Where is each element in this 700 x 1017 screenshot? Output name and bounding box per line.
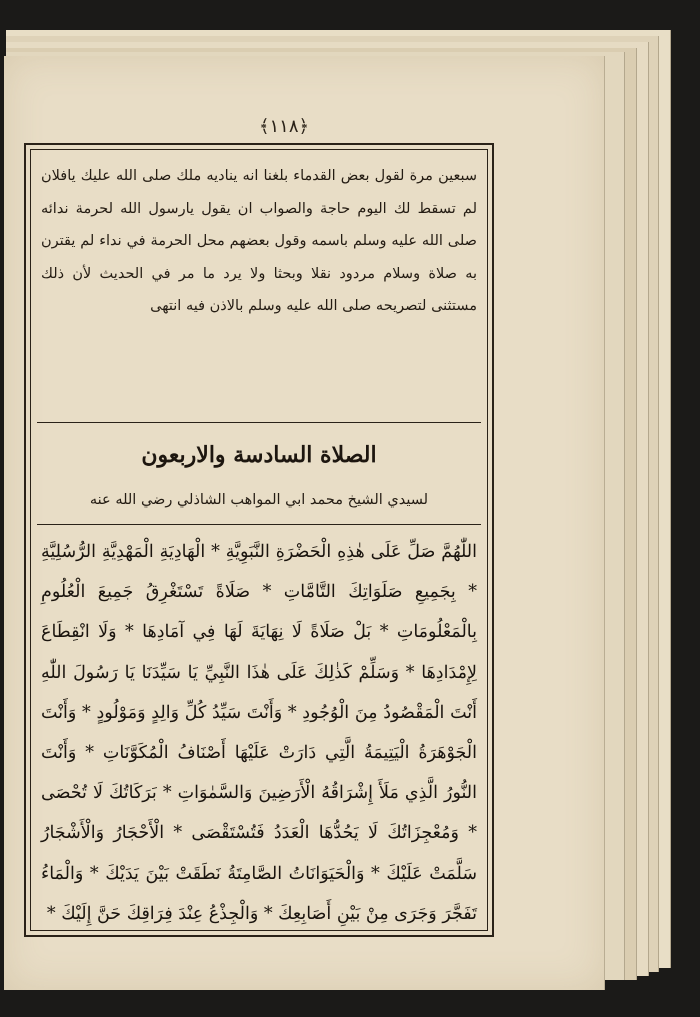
divider-rule	[37, 422, 481, 423]
text-frame	[24, 143, 494, 937]
divider-rule	[37, 524, 481, 525]
prayer-text: اللّٰهُمَّ صَلِّ عَلَى هٰذِهِ الْحَضْرَةِ النَّبَوِيَّةِ * الْهَادِيَةِ الْمَهْدِيَّةِ الرُّسُلِيَّةِ * بِجَمِيعِ صَلَوَاتِكَ التَّامَّاتِ * صَلَاةً تَسْتَغْرِقُ جَمِيعَ الْعُلُومِ بِالْمَعْلُومَاتِ * بَلْ صَلَاةً لَا نِهَايَةَ لَهَا فِي آمَادِهَا * وَلَا انْقِطَاعَ لِإِمْدَادِهَا * وَسَلِّمْ كَذٰلِكَ عَلَى هٰذَا النَّبِيِّ يَا سَيِّدَنَا يَا رَسُولَ اللّٰهِ أَنْتَ الْمَقْصُودُ مِنَ الْوُجُودِ * وَأَنْتَ سَيِّدُ كُلِّ وَالِدٍ وَمَوْلُودٍ * وَأَنْتَ الْجَوْهَرَةُ الْيَتِيمَةُ الَّتِي دَارَتْ عَلَيْهَا أَصْنَافُ الْمُكَوَّنَاتِ * وَأَنْتَ النُّورُ الَّذِي مَلَأَ إِشْرَاقُهُ الْأَرَضِينَ وَالسَّمٰوَاتِ * بَرَكَاتُكَ لَا تُحْصَى * وَمُعْجِزَاتُكَ لَا يَحُدُّهَا الْعَدَدُ فَتُسْتَقْصَى * الْأَحْجَارُ وَالْأَشْجَارُ سَلَّمَتْ عَلَيْكَ * وَالْحَيَوَانَاتُ الصَّامِتَةُ نَطَقَتْ بَيْنَ يَدَيْكَ * وَالْمَاءُ تَفَجَّرَ وَجَرَى مِنْ بَيْنِ أَصَابِعِكَ * وَالْجِذْعُ عِنْدَ فِرَاقِكَ حَنَّ إِلَيْكَ *	[41, 542, 477, 924]
text-frame-inner	[30, 149, 488, 931]
page-number: ﴿١١٨﴾	[258, 116, 310, 137]
section-title: الصلاة السادسة والاربعون	[141, 442, 377, 468]
upper-paragraph: سبعين مرة لقول بعض القدماء بلغنا انه يناديه ملك صلى الله عليك يافلان لم تسقط لك اليوم حاجة والصواب ان يقول يارسول الله لحرمة ندائه صلى الله عليه وسلم باسمه وقول بعضهم محل الحرمة في نداء لم يقترن به صلاة وسلام مردود نقلا وبحثا ولا يرد ما مر في الحديث لأن ذلك مستثنى لتصريحه صلى الله عليه وسلم بالاذن فيه انتهى	[41, 168, 477, 315]
attribution: لسيدي الشيخ محمد ابي المواهب الشاذلي رضي الله عنه	[89, 492, 429, 508]
book-page	[4, 56, 605, 990]
